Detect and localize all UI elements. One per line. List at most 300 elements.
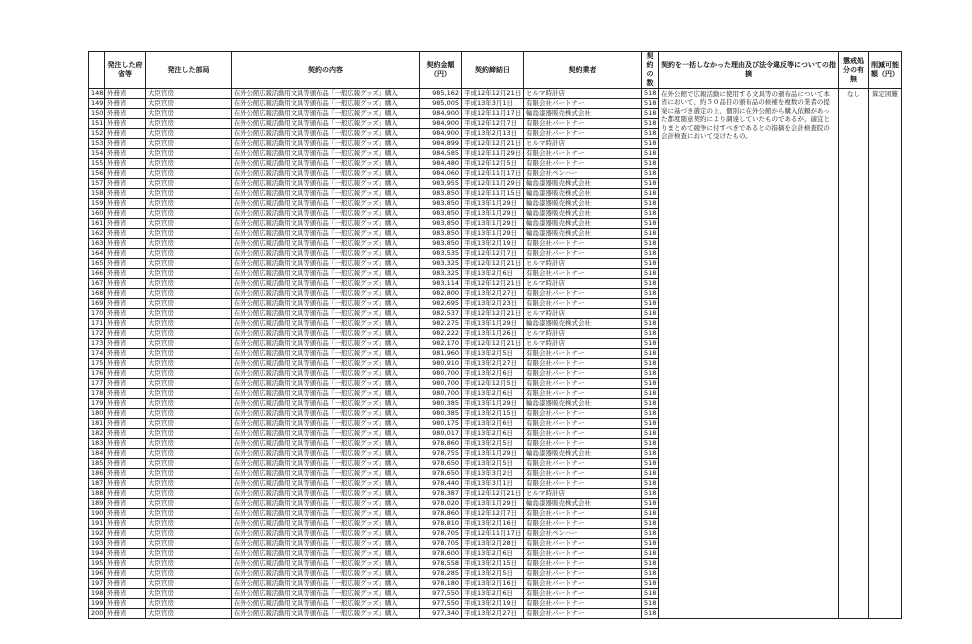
cell-amount: 977,550 [420, 599, 462, 609]
cell-no: 190 [89, 509, 105, 519]
cell-vendor: 有限会社パートナー [524, 429, 642, 439]
cell-bureau: 大臣官房 [146, 149, 232, 159]
cell-count: 518 [642, 519, 659, 529]
cell-no: 157 [89, 179, 105, 189]
cell-vendor: 輪島漆器販売株式会社 [524, 399, 642, 409]
cell-no: 199 [89, 599, 105, 609]
cell-vendor: 有限会社パートナー [524, 579, 642, 589]
cell-amount: 977,340 [420, 609, 462, 619]
cell-date: 平成12年11月15日 [462, 189, 524, 199]
cell-ministry: 外務省 [105, 579, 146, 589]
cell-content: 在外公館広報活動用文具等頒布品「一般広報グッズ」購入 [232, 599, 420, 609]
cell-date: 平成12年11月17日 [462, 529, 524, 539]
cell-bureau: 大臣官房 [146, 499, 232, 509]
cell-ministry: 外務省 [105, 169, 146, 179]
cell-ministry: 外務省 [105, 379, 146, 389]
cell-ministry: 外務省 [105, 599, 146, 609]
cell-count: 518 [642, 429, 659, 439]
cell-date: 平成13年2月19日 [462, 599, 524, 609]
cell-vendor: ヒルマ時計店 [524, 259, 642, 269]
cell-count: 518 [642, 289, 659, 299]
cell-count: 518 [642, 159, 659, 169]
cell-bureau: 大臣官房 [146, 489, 232, 499]
cell-count: 518 [642, 129, 659, 139]
cell-no: 170 [89, 309, 105, 319]
cell-bureau: 大臣官房 [146, 329, 232, 339]
cell-count: 518 [642, 119, 659, 129]
cell-date: 平成13年2月5日 [462, 439, 524, 449]
cell-date: 平成12年12月21日 [462, 139, 524, 149]
cell-vendor: 有限会社パートナー [524, 149, 642, 159]
cell-date: 平成12年11月17日 [462, 169, 524, 179]
cell-content: 在外公館広報活動用文具等頒布品「一般広報グッズ」購入 [232, 159, 420, 169]
cell-ministry: 外務省 [105, 109, 146, 119]
cell-no: 194 [89, 549, 105, 559]
cell-bureau: 大臣官房 [146, 399, 232, 409]
header-discipline: 懲戒処分の有無 [839, 52, 869, 89]
cell-date: 平成13年2月27日 [462, 289, 524, 299]
header-refund: 削減可能額（円） [869, 52, 902, 89]
cell-amount: 978,705 [420, 529, 462, 539]
cell-vendor: 輪島漆器販売株式会社 [524, 219, 642, 229]
cell-count: 518 [642, 359, 659, 369]
cell-vendor: 有限会社パートナー [524, 159, 642, 169]
cell-amount: 984,900 [420, 129, 462, 139]
cell-vendor: 輪島漆器販売株式会社 [524, 209, 642, 219]
cell-ministry: 外務省 [105, 239, 146, 249]
cell-ministry: 外務省 [105, 289, 146, 299]
cell-date: 平成13年2月23日 [462, 299, 524, 309]
cell-date: 平成13年3月1日 [462, 479, 524, 489]
cell-ministry: 外務省 [105, 149, 146, 159]
header-vendor: 契約業者 [524, 52, 642, 89]
cell-count: 518 [642, 439, 659, 449]
cell-amount: 983,850 [420, 219, 462, 229]
cell-content: 在外公館広報活動用文具等頒布品「一般広報グッズ」購入 [232, 499, 420, 509]
cell-ministry: 外務省 [105, 549, 146, 559]
cell-bureau: 大臣官房 [146, 269, 232, 279]
cell-date: 平成12年11月29日 [462, 179, 524, 189]
cell-bureau: 大臣官房 [146, 579, 232, 589]
cell-date: 平成13年1月29日 [462, 319, 524, 329]
cell-vendor: 有限会社パートナー [524, 469, 642, 479]
cell-ministry: 外務省 [105, 219, 146, 229]
cell-amount: 978,650 [420, 469, 462, 479]
cell-bureau: 大臣官房 [146, 89, 232, 99]
cell-date: 平成13年2月6日 [462, 589, 524, 599]
cell-vendor: 輪島漆器販売株式会社 [524, 499, 642, 509]
cell-amount: 980,017 [420, 429, 462, 439]
cell-content: 在外公館広報活動用文具等頒布品「一般広報グッズ」購入 [232, 229, 420, 239]
cell-content: 在外公館広報活動用文具等頒布品「一般広報グッズ」購入 [232, 379, 420, 389]
cell-amount: 984,480 [420, 159, 462, 169]
cell-no: 158 [89, 189, 105, 199]
cell-count: 518 [642, 469, 659, 479]
cell-date: 平成12年12月21日 [462, 259, 524, 269]
cell-no: 171 [89, 319, 105, 329]
cell-ministry: 外務省 [105, 529, 146, 539]
cell-ministry: 外務省 [105, 609, 146, 619]
cell-amount: 978,755 [420, 449, 462, 459]
cell-ministry: 外務省 [105, 429, 146, 439]
cell-vendor: 有限会社パートナー [524, 299, 642, 309]
cell-date: 平成13年1月29日 [462, 449, 524, 459]
cell-count: 518 [642, 489, 659, 499]
cell-ministry: 外務省 [105, 129, 146, 139]
cell-no: 185 [89, 459, 105, 469]
cell-ministry: 外務省 [105, 489, 146, 499]
cell-date: 平成13年2月6日 [462, 269, 524, 279]
cell-amount: 980,385 [420, 399, 462, 409]
cell-no: 173 [89, 339, 105, 349]
cell-count: 518 [642, 609, 659, 619]
cell-vendor: 有限会社パートナー [524, 419, 642, 429]
cell-content: 在外公館広報活動用文具等頒布品「一般広報グッズ」購入 [232, 589, 420, 599]
cell-date: 平成13年2月15日 [462, 559, 524, 569]
cell-no: 152 [89, 129, 105, 139]
cell-vendor: 有限会社パートナー [524, 359, 642, 369]
cell-no: 156 [89, 169, 105, 179]
header-content: 契約の内容 [232, 52, 420, 89]
cell-no: 151 [89, 119, 105, 129]
cell-no: 176 [89, 369, 105, 379]
cell-count: 518 [642, 529, 659, 539]
cell-amount: 983,850 [420, 189, 462, 199]
cell-refund: 算定困難 [869, 89, 902, 619]
header-bureau: 発注した部局 [146, 52, 232, 89]
cell-no: 164 [89, 249, 105, 259]
cell-date: 平成13年1月29日 [462, 209, 524, 219]
cell-vendor: 有限会社パートナー [524, 409, 642, 419]
cell-vendor: 有限会社パートナー [524, 589, 642, 599]
cell-no: 167 [89, 279, 105, 289]
cell-bureau: 大臣官房 [146, 349, 232, 359]
cell-amount: 983,955 [420, 179, 462, 189]
cell-no: 189 [89, 499, 105, 509]
cell-vendor: 輪島漆器販売株式会社 [524, 189, 642, 199]
cell-ministry: 外務省 [105, 99, 146, 109]
cell-content: 在外公館広報活動用文具等頒布品「一般広報グッズ」購入 [232, 89, 420, 99]
cell-date: 平成13年2月6日 [462, 369, 524, 379]
cell-count: 518 [642, 189, 659, 199]
cell-reason: 在外公館で広報活動に使用する文具等の頒布品について本省において、約５０品目の頒布品の候補を複数の業者の提案に基づき選定の上、個別に在外公館から購入依頼があった都度随意契約により調達していたものであるが、適宜とりまとめて競争に付すべきであるとの指摘を会計検査院の会計検査において受けたもの。 [659, 89, 839, 619]
cell-content: 在外公館広報活動用文具等頒布品「一般広報グッズ」購入 [232, 519, 420, 529]
cell-vendor: ヒルマ時計店 [524, 89, 642, 99]
cell-date: 平成12年12月21日 [462, 339, 524, 349]
cell-no: 184 [89, 449, 105, 459]
cell-vendor: 有限会社パートナー [524, 599, 642, 609]
cell-count: 518 [642, 369, 659, 379]
cell-no: 153 [89, 139, 105, 149]
cell-no: 177 [89, 379, 105, 389]
cell-content: 在外公館広報活動用文具等頒布品「一般広報グッズ」購入 [232, 569, 420, 579]
cell-date: 平成13年2月15日 [462, 409, 524, 419]
cell-content: 在外公館広報活動用文具等頒布品「一般広報グッズ」購入 [232, 289, 420, 299]
cell-count: 518 [642, 99, 659, 109]
cell-date: 平成13年2月6日 [462, 429, 524, 439]
cell-vendor: 有限会社パートナー [524, 479, 642, 489]
cell-amount: 982,275 [420, 319, 462, 329]
cell-vendor: 有限会社パートナー [524, 349, 642, 359]
cell-bureau: 大臣官房 [146, 459, 232, 469]
cell-amount: 978,285 [420, 569, 462, 579]
cell-amount: 982,222 [420, 329, 462, 339]
cell-no: 187 [89, 479, 105, 489]
cell-content: 在外公館広報活動用文具等頒布品「一般広報グッズ」購入 [232, 529, 420, 539]
cell-count: 518 [642, 409, 659, 419]
cell-bureau: 大臣官房 [146, 239, 232, 249]
cell-ministry: 外務省 [105, 519, 146, 529]
cell-no: 169 [89, 299, 105, 309]
cell-bureau: 大臣官房 [146, 109, 232, 119]
cell-ministry: 外務省 [105, 539, 146, 549]
cell-amount: 983,114 [420, 279, 462, 289]
cell-count: 518 [642, 109, 659, 119]
cell-content: 在外公館広報活動用文具等頒布品「一般広報グッズ」購入 [232, 479, 420, 489]
cell-count: 518 [642, 379, 659, 389]
cell-ministry: 外務省 [105, 259, 146, 269]
cell-bureau: 大臣官房 [146, 519, 232, 529]
cell-ministry: 外務省 [105, 449, 146, 459]
cell-content: 在外公館広報活動用文具等頒布品「一般広報グッズ」購入 [232, 209, 420, 219]
cell-amount: 983,325 [420, 259, 462, 269]
cell-content: 在外公館広報活動用文具等頒布品「一般広報グッズ」購入 [232, 399, 420, 409]
cell-content: 在外公館広報活動用文具等頒布品「一般広報グッズ」購入 [232, 109, 420, 119]
cell-vendor: 有限会社パートナー [524, 439, 642, 449]
cell-no: 161 [89, 219, 105, 229]
cell-ministry: 外務省 [105, 209, 146, 219]
cell-vendor: 有限会社パートナー [524, 369, 642, 379]
header-amount: 契約金額（円） [420, 52, 462, 89]
procurement-table-sheet [88, 51, 902, 619]
cell-bureau: 大臣官房 [146, 449, 232, 459]
cell-bureau: 大臣官房 [146, 219, 232, 229]
cell-vendor: 輪島漆器販売株式会社 [524, 179, 642, 189]
cell-content: 在外公館広報活動用文具等頒布品「一般広報グッズ」購入 [232, 609, 420, 619]
cell-content: 在外公館広報活動用文具等頒布品「一般広報グッズ」購入 [232, 489, 420, 499]
cell-ministry: 外務省 [105, 339, 146, 349]
cell-bureau: 大臣官房 [146, 169, 232, 179]
cell-content: 在外公館広報活動用文具等頒布品「一般広報グッズ」購入 [232, 349, 420, 359]
cell-vendor: 有限会社パートナー [524, 129, 642, 139]
cell-bureau: 大臣官房 [146, 439, 232, 449]
cell-count: 518 [642, 579, 659, 589]
cell-content: 在外公館広報活動用文具等頒布品「一般広報グッズ」購入 [232, 219, 420, 229]
cell-date: 平成12年12月21日 [462, 279, 524, 289]
cell-content: 在外公館広報活動用文具等頒布品「一般広報グッズ」購入 [232, 169, 420, 179]
cell-content: 在外公館広報活動用文具等頒布品「一般広報グッズ」購入 [232, 179, 420, 189]
cell-count: 518 [642, 239, 659, 249]
cell-count: 518 [642, 269, 659, 279]
header-row [89, 52, 902, 89]
cell-amount: 982,537 [420, 309, 462, 319]
header-no [89, 52, 105, 89]
cell-bureau: 大臣官房 [146, 419, 232, 429]
cell-count: 518 [642, 539, 659, 549]
cell-ministry: 外務省 [105, 409, 146, 419]
cell-content: 在外公館広報活動用文具等頒布品「一般広報グッズ」購入 [232, 339, 420, 349]
cell-count: 518 [642, 279, 659, 289]
cell-count: 518 [642, 569, 659, 579]
cell-content: 在外公館広報活動用文具等頒布品「一般広報グッズ」購入 [232, 549, 420, 559]
cell-amount: 978,020 [420, 499, 462, 509]
cell-content: 在外公館広報活動用文具等頒布品「一般広報グッズ」購入 [232, 129, 420, 139]
cell-vendor: 有限会社ペンハー [524, 529, 642, 539]
cell-no: 166 [89, 269, 105, 279]
cell-amount: 978,860 [420, 439, 462, 449]
cell-vendor: 輪島漆器販売株式会社 [524, 109, 642, 119]
cell-content: 在外公館広報活動用文具等頒布品「一般広報グッズ」購入 [232, 149, 420, 159]
cell-date: 平成13年2月6日 [462, 419, 524, 429]
cell-count: 518 [642, 329, 659, 339]
cell-amount: 978,650 [420, 459, 462, 469]
cell-count: 518 [642, 259, 659, 269]
cell-content: 在外公館広報活動用文具等頒布品「一般広報グッズ」購入 [232, 429, 420, 439]
cell-ministry: 外務省 [105, 459, 146, 469]
cell-ministry: 外務省 [105, 419, 146, 429]
cell-count: 518 [642, 419, 659, 429]
cell-bureau: 大臣官房 [146, 119, 232, 129]
cell-count: 518 [642, 479, 659, 489]
cell-bureau: 大臣官房 [146, 479, 232, 489]
cell-vendor: 輪島漆器販売株式会社 [524, 199, 642, 209]
cell-ministry: 外務省 [105, 559, 146, 569]
table-body [89, 89, 902, 619]
cell-bureau: 大臣官房 [146, 209, 232, 219]
cell-content: 在外公館広報活動用文具等頒布品「一般広報グッズ」購入 [232, 309, 420, 319]
cell-bureau: 大臣官房 [146, 229, 232, 239]
cell-amount: 983,850 [420, 199, 462, 209]
cell-bureau: 大臣官房 [146, 529, 232, 539]
cell-content: 在外公館広報活動用文具等頒布品「一般広報グッズ」購入 [232, 369, 420, 379]
cell-count: 518 [642, 319, 659, 329]
cell-vendor: 有限会社パートナー [524, 549, 642, 559]
cell-bureau: 大臣官房 [146, 309, 232, 319]
cell-amount: 985,162 [420, 89, 462, 99]
cell-vendor: 輪島漆器販売株式会社 [524, 319, 642, 329]
cell-no: 191 [89, 519, 105, 529]
cell-date: 平成12年12月7日 [462, 249, 524, 259]
cell-vendor: 有限会社パートナー [524, 119, 642, 129]
cell-content: 在外公館広報活動用文具等頒布品「一般広報グッズ」購入 [232, 559, 420, 569]
cell-amount: 982,170 [420, 339, 462, 349]
cell-no: 196 [89, 569, 105, 579]
cell-vendor: 有限会社パートナー [524, 289, 642, 299]
cell-date: 平成12年12月7日 [462, 509, 524, 519]
cell-content: 在外公館広報活動用文具等頒布品「一般広報グッズ」購入 [232, 259, 420, 269]
cell-no: 186 [89, 469, 105, 479]
cell-ministry: 外務省 [105, 189, 146, 199]
cell-ministry: 外務省 [105, 399, 146, 409]
cell-date: 平成13年2月5日 [462, 459, 524, 469]
cell-amount: 984,900 [420, 119, 462, 129]
cell-vendor: 有限会社ペンハー [524, 169, 642, 179]
cell-amount: 983,850 [420, 209, 462, 219]
cell-amount: 977,550 [420, 589, 462, 599]
cell-date: 平成12年12月7日 [462, 119, 524, 129]
cell-date: 平成12年12月21日 [462, 309, 524, 319]
cell-count: 518 [642, 399, 659, 409]
cell-no: 178 [89, 389, 105, 399]
cell-bureau: 大臣官房 [146, 359, 232, 369]
cell-vendor: 有限会社パートナー [524, 269, 642, 279]
cell-bureau: 大臣官房 [146, 429, 232, 439]
cell-vendor: 有限会社パートナー [524, 609, 642, 619]
cell-amount: 982,800 [420, 289, 462, 299]
cell-vendor: 有限会社パートナー [524, 459, 642, 469]
cell-vendor: 有限会社パートナー [524, 99, 642, 109]
cell-vendor: 有限会社パートナー [524, 249, 642, 259]
cell-bureau: 大臣官房 [146, 559, 232, 569]
cell-ministry: 外務省 [105, 329, 146, 339]
cell-count: 518 [642, 229, 659, 239]
cell-vendor: 有限会社パートナー [524, 389, 642, 399]
cell-amount: 983,850 [420, 229, 462, 239]
cell-vendor: 有限会社パートナー [524, 519, 642, 529]
cell-date: 平成13年1月29日 [462, 499, 524, 509]
cell-count: 518 [642, 309, 659, 319]
cell-amount: 980,700 [420, 379, 462, 389]
cell-date: 平成13年1月29日 [462, 219, 524, 229]
cell-date: 平成12年12月5日 [462, 379, 524, 389]
cell-bureau: 大臣官房 [146, 409, 232, 419]
cell-vendor: ヒルマ時計店 [524, 489, 642, 499]
cell-date: 平成13年1月26日 [462, 329, 524, 339]
cell-amount: 980,700 [420, 369, 462, 379]
cell-content: 在外公館広報活動用文具等頒布品「一般広報グッズ」購入 [232, 189, 420, 199]
cell-bureau: 大臣官房 [146, 319, 232, 329]
cell-bureau: 大臣官房 [146, 249, 232, 259]
cell-bureau: 大臣官房 [146, 279, 232, 289]
cell-amount: 978,180 [420, 579, 462, 589]
cell-vendor: 輪島漆器販売株式会社 [524, 229, 642, 239]
cell-date: 平成13年2月16日 [462, 519, 524, 529]
cell-vendor: 有限会社パートナー [524, 539, 642, 549]
cell-count: 518 [642, 299, 659, 309]
cell-ministry: 外務省 [105, 389, 146, 399]
cell-count: 518 [642, 139, 659, 149]
cell-vendor: ヒルマ時計店 [524, 339, 642, 349]
cell-count: 518 [642, 459, 659, 469]
cell-ministry: 外務省 [105, 349, 146, 359]
cell-amount: 978,705 [420, 539, 462, 549]
cell-date: 平成13年2月27日 [462, 609, 524, 619]
cell-no: 200 [89, 609, 105, 619]
cell-vendor: 有限会社パートナー [524, 569, 642, 579]
cell-count: 518 [642, 339, 659, 349]
cell-no: 181 [89, 419, 105, 429]
cell-date: 平成13年2月5日 [462, 349, 524, 359]
cell-date: 平成13年3月1日 [462, 99, 524, 109]
cell-count: 518 [642, 179, 659, 189]
cell-bureau: 大臣官房 [146, 389, 232, 399]
cell-bureau: 大臣官房 [146, 609, 232, 619]
cell-no: 155 [89, 159, 105, 169]
cell-no: 174 [89, 349, 105, 359]
cell-vendor: ヒルマ時計店 [524, 279, 642, 289]
cell-ministry: 外務省 [105, 159, 146, 169]
cell-count: 518 [642, 599, 659, 609]
cell-amount: 983,325 [420, 269, 462, 279]
cell-amount: 984,060 [420, 169, 462, 179]
cell-no: 182 [89, 429, 105, 439]
cell-amount: 981,960 [420, 349, 462, 359]
cell-bureau: 大臣官房 [146, 179, 232, 189]
cell-no: 149 [89, 99, 105, 109]
cell-ministry: 外務省 [105, 299, 146, 309]
cell-date: 平成13年2月13日 [462, 129, 524, 139]
cell-count: 518 [642, 509, 659, 519]
